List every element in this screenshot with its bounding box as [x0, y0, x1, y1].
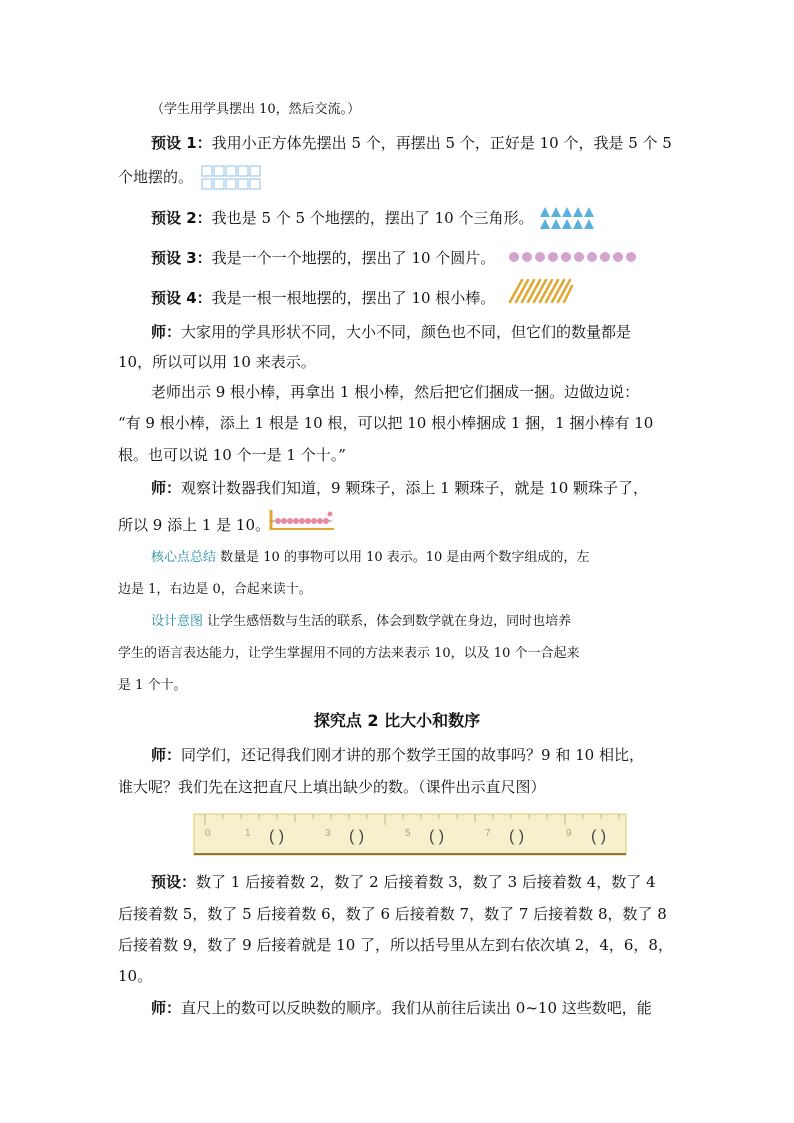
- ruler-number: 5: [405, 828, 411, 839]
- ruler-blank: ( ): [591, 828, 607, 845]
- teacher-label: 师：: [151, 746, 182, 764]
- ruler-number: 3: [325, 828, 331, 839]
- preset-label: 预设 4：: [151, 289, 212, 307]
- ruler-blank: ( ): [429, 828, 445, 845]
- design-intent-label: 设计意图: [151, 614, 204, 629]
- summary-label: 核心点总结: [151, 550, 217, 565]
- paragraph: 根。也可以说 10 个一是 1 个十。”: [118, 446, 346, 464]
- paragraph-text: 我是一个一个地摆的，摆出了 10 个圆片。: [211, 249, 496, 267]
- paragraph: [151, 612, 571, 632]
- triangles-image: [540, 206, 600, 230]
- paragraph: [151, 998, 652, 1018]
- paragraph-text: 我是一根一根地摆的，摆出了 10 根小棒。: [211, 289, 496, 307]
- ruler-blank: ( ): [349, 828, 365, 845]
- paragraph-text: 让学生感悟数与生活的联系，体会到数学就在身边，同时也培养: [203, 614, 572, 629]
- ruler-blank: ( ): [509, 828, 525, 845]
- counter-image: [268, 508, 336, 532]
- paragraph-text: 我也是 5 个 5 个地摆的，摆出了 10 个三角形。: [211, 209, 534, 227]
- preset-label: 预设 3：: [151, 249, 212, 267]
- paragraph: 后接着数 9，数了 9 后接着就是 10 了，所以括号里从左到右依次填 2，4，6，8，: [118, 936, 673, 954]
- paragraph-text: 大家用的学具形状不同，大小不同，颜色也不同，但它们的数量都是: [181, 323, 632, 341]
- ruler-blank: ( ): [269, 828, 285, 845]
- paragraph: [151, 478, 648, 498]
- paragraph: （学生用学具摆出 10，然后交流。）: [151, 102, 361, 117]
- dots-image: [508, 250, 638, 264]
- paragraph: 所以 9 添上 1 是 10。: [118, 516, 271, 534]
- paragraph: 10，所以可以用 10 来表示。: [118, 353, 316, 371]
- paragraph: 边是 1，右边是 0，合起来读十。: [118, 582, 312, 597]
- ruler-number: 1: [245, 828, 251, 839]
- paragraph: [151, 133, 672, 153]
- teacher-label: 师：: [151, 999, 182, 1017]
- paragraph-text: 直尺上的数可以反映数的顺序。我们从前往后读出 0~10 这些数吧，能: [181, 999, 652, 1017]
- ruler-image: [193, 813, 627, 857]
- paragraph: [151, 872, 656, 892]
- paragraph: [151, 208, 533, 228]
- paragraph-text: 我用小正方体先摆出 5 个，再摆出 5 个，正好是 10 个，我是 5 个 5: [211, 134, 672, 152]
- paragraph: [151, 548, 589, 568]
- paragraph-text: 观察计数器我们知道，9 颗珠子，添上 1 颗珠子，就是 10 颗珠子了，: [181, 479, 649, 497]
- paragraph: “有 9 根小棒，添上 1 根是 10 根，可以把 10 根小棒捆成 1 捆，1 捆小棒有 10: [118, 414, 654, 432]
- paragraph: 个地摆的。: [118, 168, 194, 186]
- paragraph: [151, 288, 495, 308]
- paragraph: [151, 248, 495, 268]
- ruler-number: 0: [205, 828, 211, 839]
- paragraph: [151, 745, 644, 765]
- paragraph-text: 数了 1 后接着数 2，数了 2 后接着数 3，数了 3 后接着数 4，数了 4: [196, 873, 656, 891]
- sticks-image: [508, 278, 574, 304]
- ruler-number: 7: [485, 828, 491, 839]
- paragraph: [151, 322, 631, 342]
- paragraph: 谁大呢？我们先在这把直尺上填出缺少的数。（课件出示直尺图）: [118, 778, 546, 796]
- paragraph: 是 1 个十。: [118, 678, 187, 693]
- teacher-label: 师：: [151, 479, 182, 497]
- paragraph: 10。: [118, 967, 153, 985]
- paragraph: 老师出示 9 根小棒，再拿出 1 根小棒，然后把它们捆成一捆。边做边说：: [151, 383, 640, 401]
- paragraph-text: 数量是 10 的事物可以用 10 表示。10 是由两个数字组成的，左: [216, 550, 590, 565]
- paragraph-text: 同学们，还记得我们刚才讲的那个数学王国的故事吗？9 和 10 相比，: [181, 746, 644, 764]
- ruler-number: 9: [566, 828, 572, 839]
- paragraph: 学生的语言表达能力，让学生掌握用不同的方法来表示 10，以及 10 个一合起来: [118, 646, 580, 661]
- preset-label: 预设 1：: [151, 134, 212, 152]
- teacher-label: 师：: [151, 323, 182, 341]
- section-heading: 探究点 2 比大小和数序: [313, 711, 481, 730]
- cubes-image: [200, 164, 270, 192]
- preset-label: 预设 2：: [151, 209, 212, 227]
- preset-label: 预设：: [151, 873, 197, 891]
- paragraph: 后接着数 5，数了 5 后接着数 6，数了 6 后接着数 7，数了 7 后接着数 8，数了 8: [118, 905, 667, 923]
